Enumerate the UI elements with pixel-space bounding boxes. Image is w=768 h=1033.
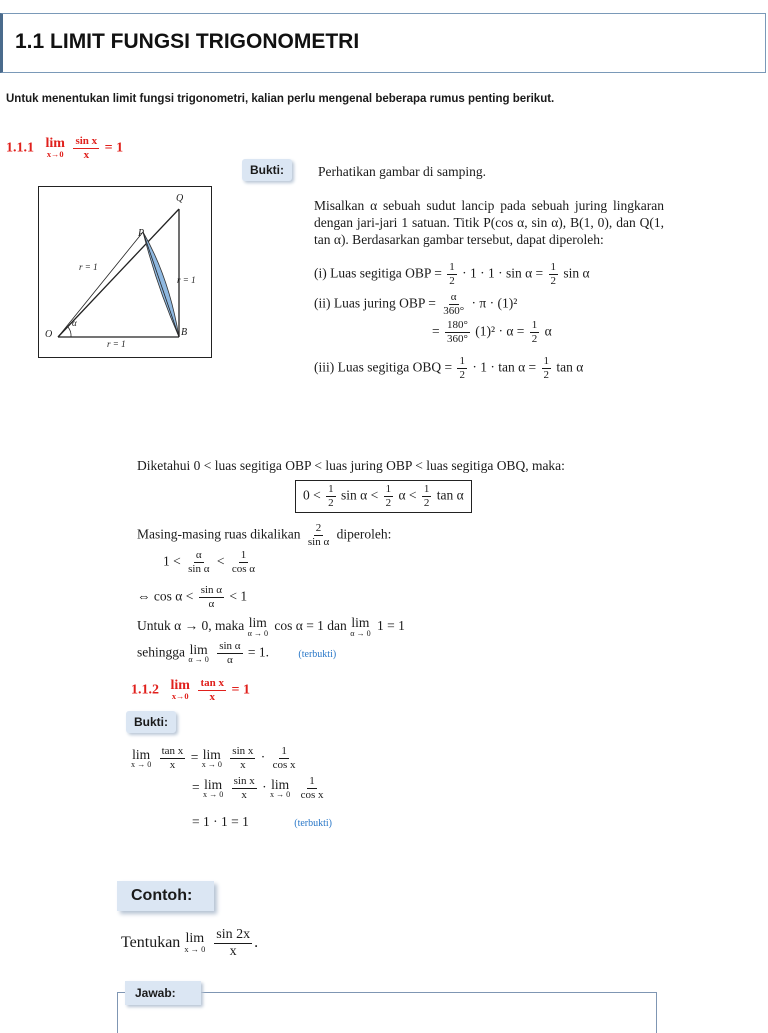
inequality-step-1: 1 < $\frac{\alpha}{\text{sin α}}$ < $\frac{1}{\text{cos α}}$ <box>163 549 256 575</box>
proof-item-ii-line2: = $\frac{180^\circ}{360^\circ}$ (1)² · α = $\frac{1}{2}$ α <box>432 319 552 345</box>
multiply-step: Masing-masing ruas dikalikan $\frac{2}{\text{sin α}}$ diperoleh: <box>137 522 392 548</box>
intro-text: Untuk menentukan limit fungsi trigonometri, kalian perlu mengenal beberapa rumus penting berikut. <box>6 93 555 105</box>
label-b: B <box>181 327 188 338</box>
example-question: Tentukan lim x → 0 $\frac{\sin 2x}{x}$ . <box>121 927 259 959</box>
label-alpha: α <box>72 318 77 328</box>
formula-number: 1.1.1 <box>6 140 34 156</box>
proof2-line1: lim x → 0 $\frac{\text{tan x}}{x}$ = lim x → 0 $\frac{\text{sin x}}{x}$ · $\frac{1}{\text{cos x}}$ <box>131 745 296 771</box>
formula-rhs: = 1 <box>231 682 250 698</box>
formula-2-heading <box>131 678 250 703</box>
label-o: O <box>45 329 53 340</box>
proof2-line3: = 1 · 1 = 1 (terbukti) <box>192 814 332 829</box>
proof-paragraph: Misalkan α sebuah sudut lancip pada sebuah juring lingkaran dengan jari-jari 1 satuan. Titik P(cos α, sin α), B(1, 0), dan Q(1, tan α). Berdasarkan gambar tersebut, dapat diperoleh: <box>314 198 664 247</box>
inequality-box: 0 < $\frac{1}{2}$ sin α < $\frac{1}{2}$ α < $\frac{1}{2}$ tan α <box>295 480 472 513</box>
terbukti-note-2: (terbukti) <box>294 818 332 829</box>
terbukti-note: (terbukti) <box>298 648 337 660</box>
conclusion-1: sehingga lim α → 0 $\frac{\text{sin α}}{\alpha}$ = 1. (terbukti) <box>137 640 337 666</box>
geometry-figure <box>38 186 212 358</box>
inequality-step-2: ⇔ cos α < $\frac{\text{sin α}}{\alpha}$ < 1 <box>137 584 248 610</box>
bukti-label-2: Bukti: <box>126 711 176 733</box>
page-title: 1.1 LIMIT FUNGSI TRIGONOMETRI <box>15 30 360 53</box>
label-p: P <box>138 228 145 239</box>
proof-item-ii: (ii) Luas juring OBP = $\frac{\alpha}{360^\circ}$ · π · (1)² <box>314 291 518 317</box>
jawab-label: Jawab: <box>125 981 201 1005</box>
label-radius-ob: r = 1 <box>107 339 126 349</box>
label-q: Q <box>176 193 184 204</box>
fraction: $\frac{\text{tan x}}{x}$ <box>200 677 224 703</box>
inequality-statement: Diketahui 0 < luas segitiga OBP < luas juring OBP < luas segitiga OBQ, maka: <box>137 458 565 473</box>
proof-item-iii: (iii) Luas segitiga OBQ = $\frac{1}{2}$ · 1 · tan α = $\frac{1}{2}$ tan α <box>314 355 584 381</box>
proof2-line2: = lim x → 0 $\frac{\text{sin x}}{x}$ · lim x → 0 $\frac{1}{\text{cos x}}$ <box>192 775 324 801</box>
proof-item-i: (i) Luas segitiga OBP = $\frac{1}{2}$ · 1 · 1 · sin α = $\frac{1}{2}$ sin α <box>314 261 590 287</box>
fraction: $\frac{\text{sin x}}{x}$ <box>75 135 98 161</box>
formula-number: 1.1.2 <box>131 682 159 698</box>
formula-rhs: = 1 <box>104 140 124 156</box>
bukti-label: Bukti: <box>242 159 292 181</box>
limit-operator: lim x→0 <box>170 678 190 702</box>
formula-1-heading <box>6 136 123 161</box>
title-box <box>0 13 766 73</box>
limit-operator: lim x→0 <box>45 136 65 160</box>
limit-step: Untuk α → 0, maka lim α → 0 cos α = 1 dan lim α → 0 1 = 1 <box>137 615 405 638</box>
label-radius-op: r = 1 <box>79 262 98 272</box>
contoh-label: Contoh: <box>117 881 214 911</box>
proof-intro-line: Perhatikan gambar di samping. <box>318 164 486 179</box>
label-radius-bq: r = 1 <box>177 275 196 285</box>
